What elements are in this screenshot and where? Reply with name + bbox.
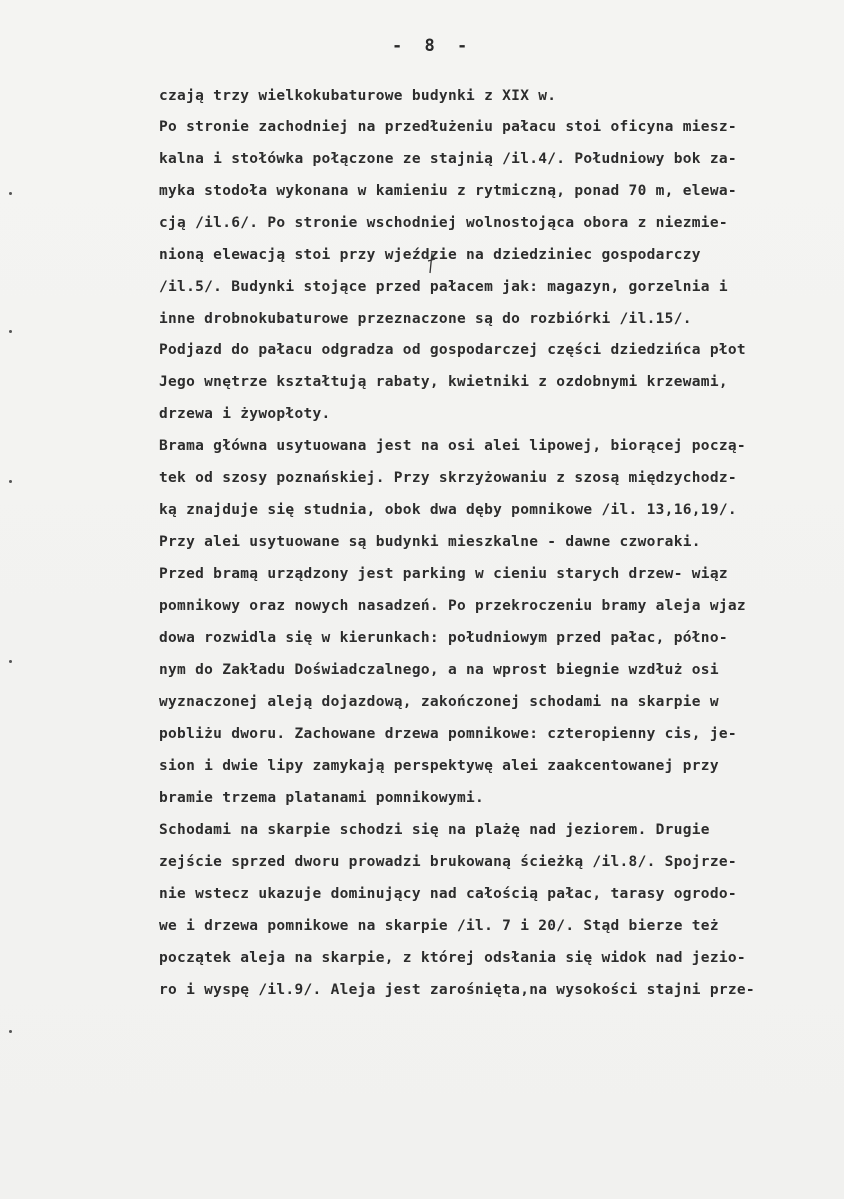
text-line: dowa rozwidla się w kierunkach: południowym przed pałac, półno- xyxy=(159,630,728,646)
page-number: - 8 - xyxy=(392,36,474,56)
text-line: pobliżu dworu. Zachowane drzewa pomnikowe: czteropienny cis, je- xyxy=(159,726,737,742)
text-line: Przy alei usytuowane są budynki mieszkalne - dawne czworaki. xyxy=(159,534,701,550)
text-line: Brama główna usytuowana jest na osi alei lipowej, biorącej począ- xyxy=(159,438,746,454)
text-line: pomnikowy oraz nowych nasadzeń. Po przekroczeniu bramy aleja wjaz xyxy=(159,598,746,614)
text-line: Podjazd do pałacu odgradza od gospodarczej części dziedzińca płot xyxy=(159,342,746,358)
text-line: Po stronie zachodniej na przedłużeniu pałacu stoi oficyna miesz- xyxy=(159,119,737,135)
text-line: Schodami na skarpie schodzi się na plażę nad jeziorem. Drugie xyxy=(159,822,710,838)
text-line: Przed bramą urządzony jest parking w cieniu starych drzew- wiąz xyxy=(159,566,728,582)
margin-dot xyxy=(9,660,12,663)
text-line: czają trzy wielkokubaturowe budynki z XIX w. xyxy=(159,88,557,104)
text-line: tek od szosy poznańskiej. Przy skrzyżowaniu z szosą międzychodz- xyxy=(159,470,737,486)
text-line: myka stodoła wykonana w kamieniu z rytmiczną, ponad 70 m, elewa- xyxy=(159,183,737,199)
text-line: ro i wyspę /il.9/. Aleja jest zarośnięta,na wysokości stajni prze- xyxy=(159,982,755,998)
text-line: kalna i stołówka połączone ze stajnią /il.4/. Południowy bok za- xyxy=(159,151,737,167)
margin-dot xyxy=(9,330,12,333)
text-line: wyznaczonej aleją dojazdową, zakończonej schodami na skarpie w xyxy=(159,694,719,710)
margin-dot xyxy=(9,192,12,195)
text-line: cją /il.6/. Po stronie wschodniej wolnostojąca obora z niezmie- xyxy=(159,215,728,231)
text-line: początek aleja na skarpie, z której odsłania się widok nad jezio- xyxy=(159,950,746,966)
text-line: we i drzewa pomnikowe na skarpie /il. 7 i 20/. Stąd bierze też xyxy=(159,918,719,934)
text-line: nym do Zakładu Doświadczalnego, a na wprost biegnie wzdłuż osi xyxy=(159,662,719,678)
margin-dot xyxy=(9,1030,12,1033)
text-line: bramie trzema platanami pomnikowymi. xyxy=(159,790,485,806)
text-line: nie wstecz ukazuje dominujący nad całością pałac, tarasy ogrodo- xyxy=(159,886,737,902)
text-line: sion i dwie lipy zamykają perspektywę alei zaakcentowanej przy xyxy=(159,758,719,774)
text-line: inne drobnokubaturowe przeznaczone są do rozbiórki /il.15/. xyxy=(159,311,692,327)
text-line: drzewa i żywopłoty. xyxy=(159,406,331,422)
text-line: zejście sprzed dworu prowadzi brukowaną ścieżką /il.8/. Spojrze- xyxy=(159,854,737,870)
text-line: ką znajduje się studnia, obok dwa dęby pomnikowe /il. 13,16,19/. xyxy=(159,502,737,518)
text-line: Jego wnętrze kształtują rabaty, kwietniki z ozdobnymi krzewami, xyxy=(159,374,728,390)
text-line: nioną elewacją stoi przy wjeździe na dziedziniec gospodarczy xyxy=(159,247,701,263)
margin-dot xyxy=(9,480,12,483)
text-line: /il.5/. Budynki stojące przed pałacem jak: magazyn, gorzelnia i xyxy=(159,279,728,295)
handwritten-correction-mark xyxy=(425,252,439,274)
